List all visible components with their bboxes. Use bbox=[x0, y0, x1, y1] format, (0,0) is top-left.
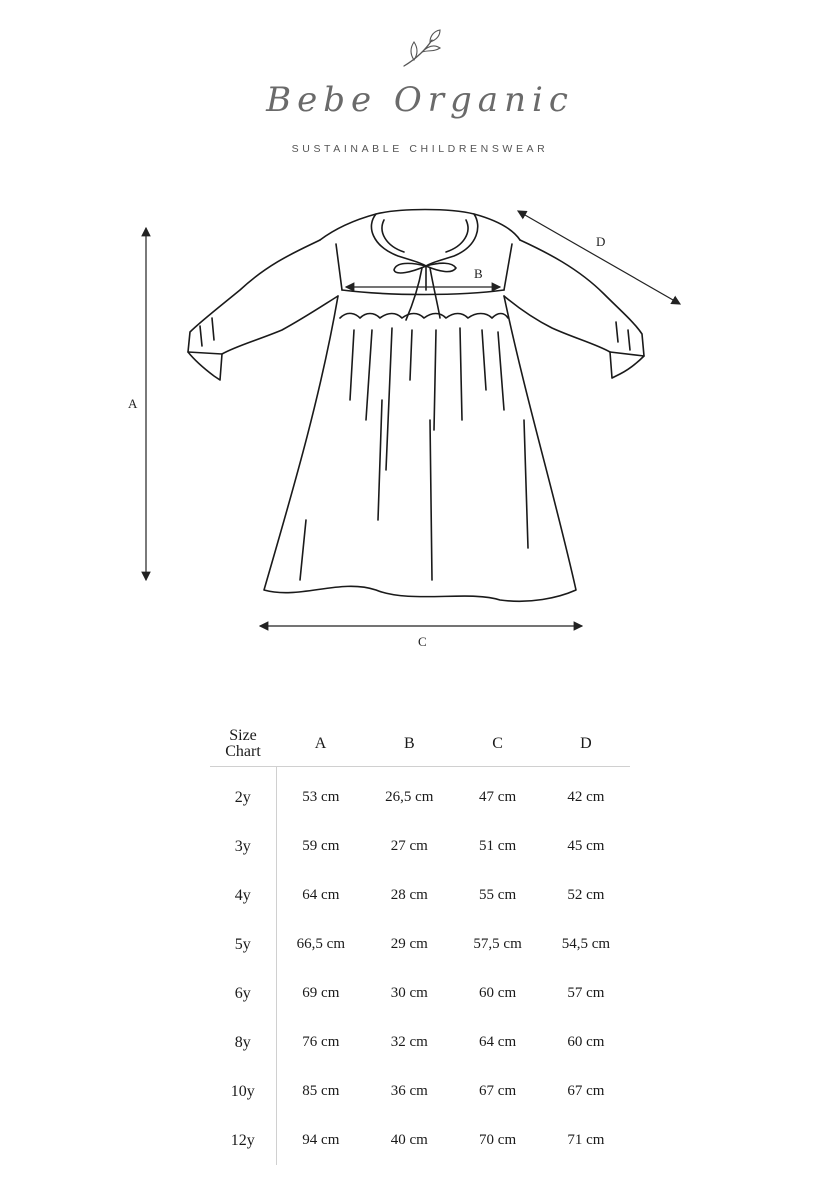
measurement-cell: 29 cm bbox=[390, 936, 428, 952]
size-chart-title bbox=[210, 722, 276, 767]
size-chart-title-line1: Size bbox=[229, 727, 257, 744]
measurement-cell: 66,5 cm bbox=[296, 936, 345, 952]
brand-name: Bebe Organic bbox=[266, 80, 574, 120]
measurement-cell: 69 cm bbox=[302, 985, 340, 1001]
measurement-cell: 57 cm bbox=[567, 985, 605, 1001]
measurement-cell: 54,5 cm bbox=[561, 936, 611, 952]
measurement-cell: 85 cm bbox=[302, 1083, 340, 1099]
column-header-c: C bbox=[492, 735, 503, 752]
table-row bbox=[210, 822, 630, 871]
leaf-sprig-icon bbox=[400, 26, 448, 70]
measurement-cell: 28 cm bbox=[390, 887, 428, 903]
size-cell: 6y bbox=[210, 969, 276, 1018]
table-row bbox=[210, 1018, 630, 1067]
column-header-b: B bbox=[403, 735, 415, 752]
size-cell: 4y bbox=[210, 871, 276, 920]
right-sleeve bbox=[504, 240, 644, 378]
measurement-cell: 26,5 cm bbox=[385, 789, 434, 805]
size-cell: 3y bbox=[210, 822, 276, 871]
measurement-cell: 59 cm bbox=[302, 838, 340, 854]
size-chart-title-line2: Chart bbox=[225, 743, 261, 760]
size-cell: 2y bbox=[210, 767, 276, 823]
measurement-cell: 64 cm bbox=[302, 887, 340, 903]
column-header-a: A bbox=[314, 735, 327, 752]
measurement-cell: 94 cm bbox=[302, 1132, 340, 1148]
measurement-cell: 60 cm bbox=[567, 1034, 605, 1050]
brand-tagline: SUSTAINABLE CHILDRENSWEAR bbox=[291, 143, 549, 155]
size-cell: 12y bbox=[210, 1116, 276, 1165]
measurement-cell: 32 cm bbox=[390, 1034, 428, 1050]
measurement-cell: 27 cm bbox=[390, 838, 428, 854]
measurement-cell: 67 cm bbox=[567, 1083, 605, 1099]
table-row bbox=[210, 969, 630, 1018]
measurement-cell: 64 cm bbox=[479, 1034, 517, 1050]
measurement-cell: 40 cm bbox=[390, 1132, 428, 1148]
collar bbox=[371, 210, 477, 267]
measurement-cell: 70 cm bbox=[479, 1132, 517, 1148]
table-row bbox=[210, 767, 630, 823]
table-row bbox=[210, 1067, 630, 1116]
table-row bbox=[210, 1116, 630, 1165]
dimension-c-label: C bbox=[418, 634, 427, 649]
table-row bbox=[210, 920, 630, 969]
measurement-cell: 67 cm bbox=[479, 1083, 517, 1099]
table-row bbox=[210, 871, 630, 920]
column-header-d: D bbox=[580, 735, 592, 752]
measurement-cell: 47 cm bbox=[479, 789, 517, 805]
dimension-a-label: A bbox=[128, 396, 138, 411]
size-cell: 10y bbox=[210, 1067, 276, 1116]
skirt bbox=[264, 296, 576, 601]
measurement-cell: 57,5 cm bbox=[473, 936, 522, 952]
size-chart-table bbox=[210, 722, 630, 1165]
yoke-seam bbox=[342, 290, 504, 295]
measurement-cell: 36 cm bbox=[390, 1083, 428, 1099]
measurement-cell: 51 cm bbox=[479, 838, 517, 854]
dimension-d-label: D bbox=[596, 234, 606, 249]
dress-diagram bbox=[0, 195, 840, 665]
measurement-cell: 76 cm bbox=[302, 1034, 340, 1050]
measurement-cell: 60 cm bbox=[479, 985, 517, 1001]
measurement-cell: 42 cm bbox=[567, 789, 605, 805]
measurement-cell: 52 cm bbox=[567, 887, 605, 903]
dimension-b-label: B bbox=[474, 266, 483, 281]
measurement-cell: 55 cm bbox=[479, 887, 517, 903]
left-sleeve bbox=[188, 240, 338, 380]
size-cell: 5y bbox=[210, 920, 276, 969]
measurement-cell: 71 cm bbox=[567, 1132, 605, 1148]
measurement-cell: 53 cm bbox=[302, 789, 340, 805]
size-cell: 8y bbox=[210, 1018, 276, 1067]
measurement-cell: 45 cm bbox=[567, 838, 605, 854]
size-chart-header-row bbox=[210, 722, 630, 767]
measurement-cell: 30 cm bbox=[390, 985, 428, 1001]
